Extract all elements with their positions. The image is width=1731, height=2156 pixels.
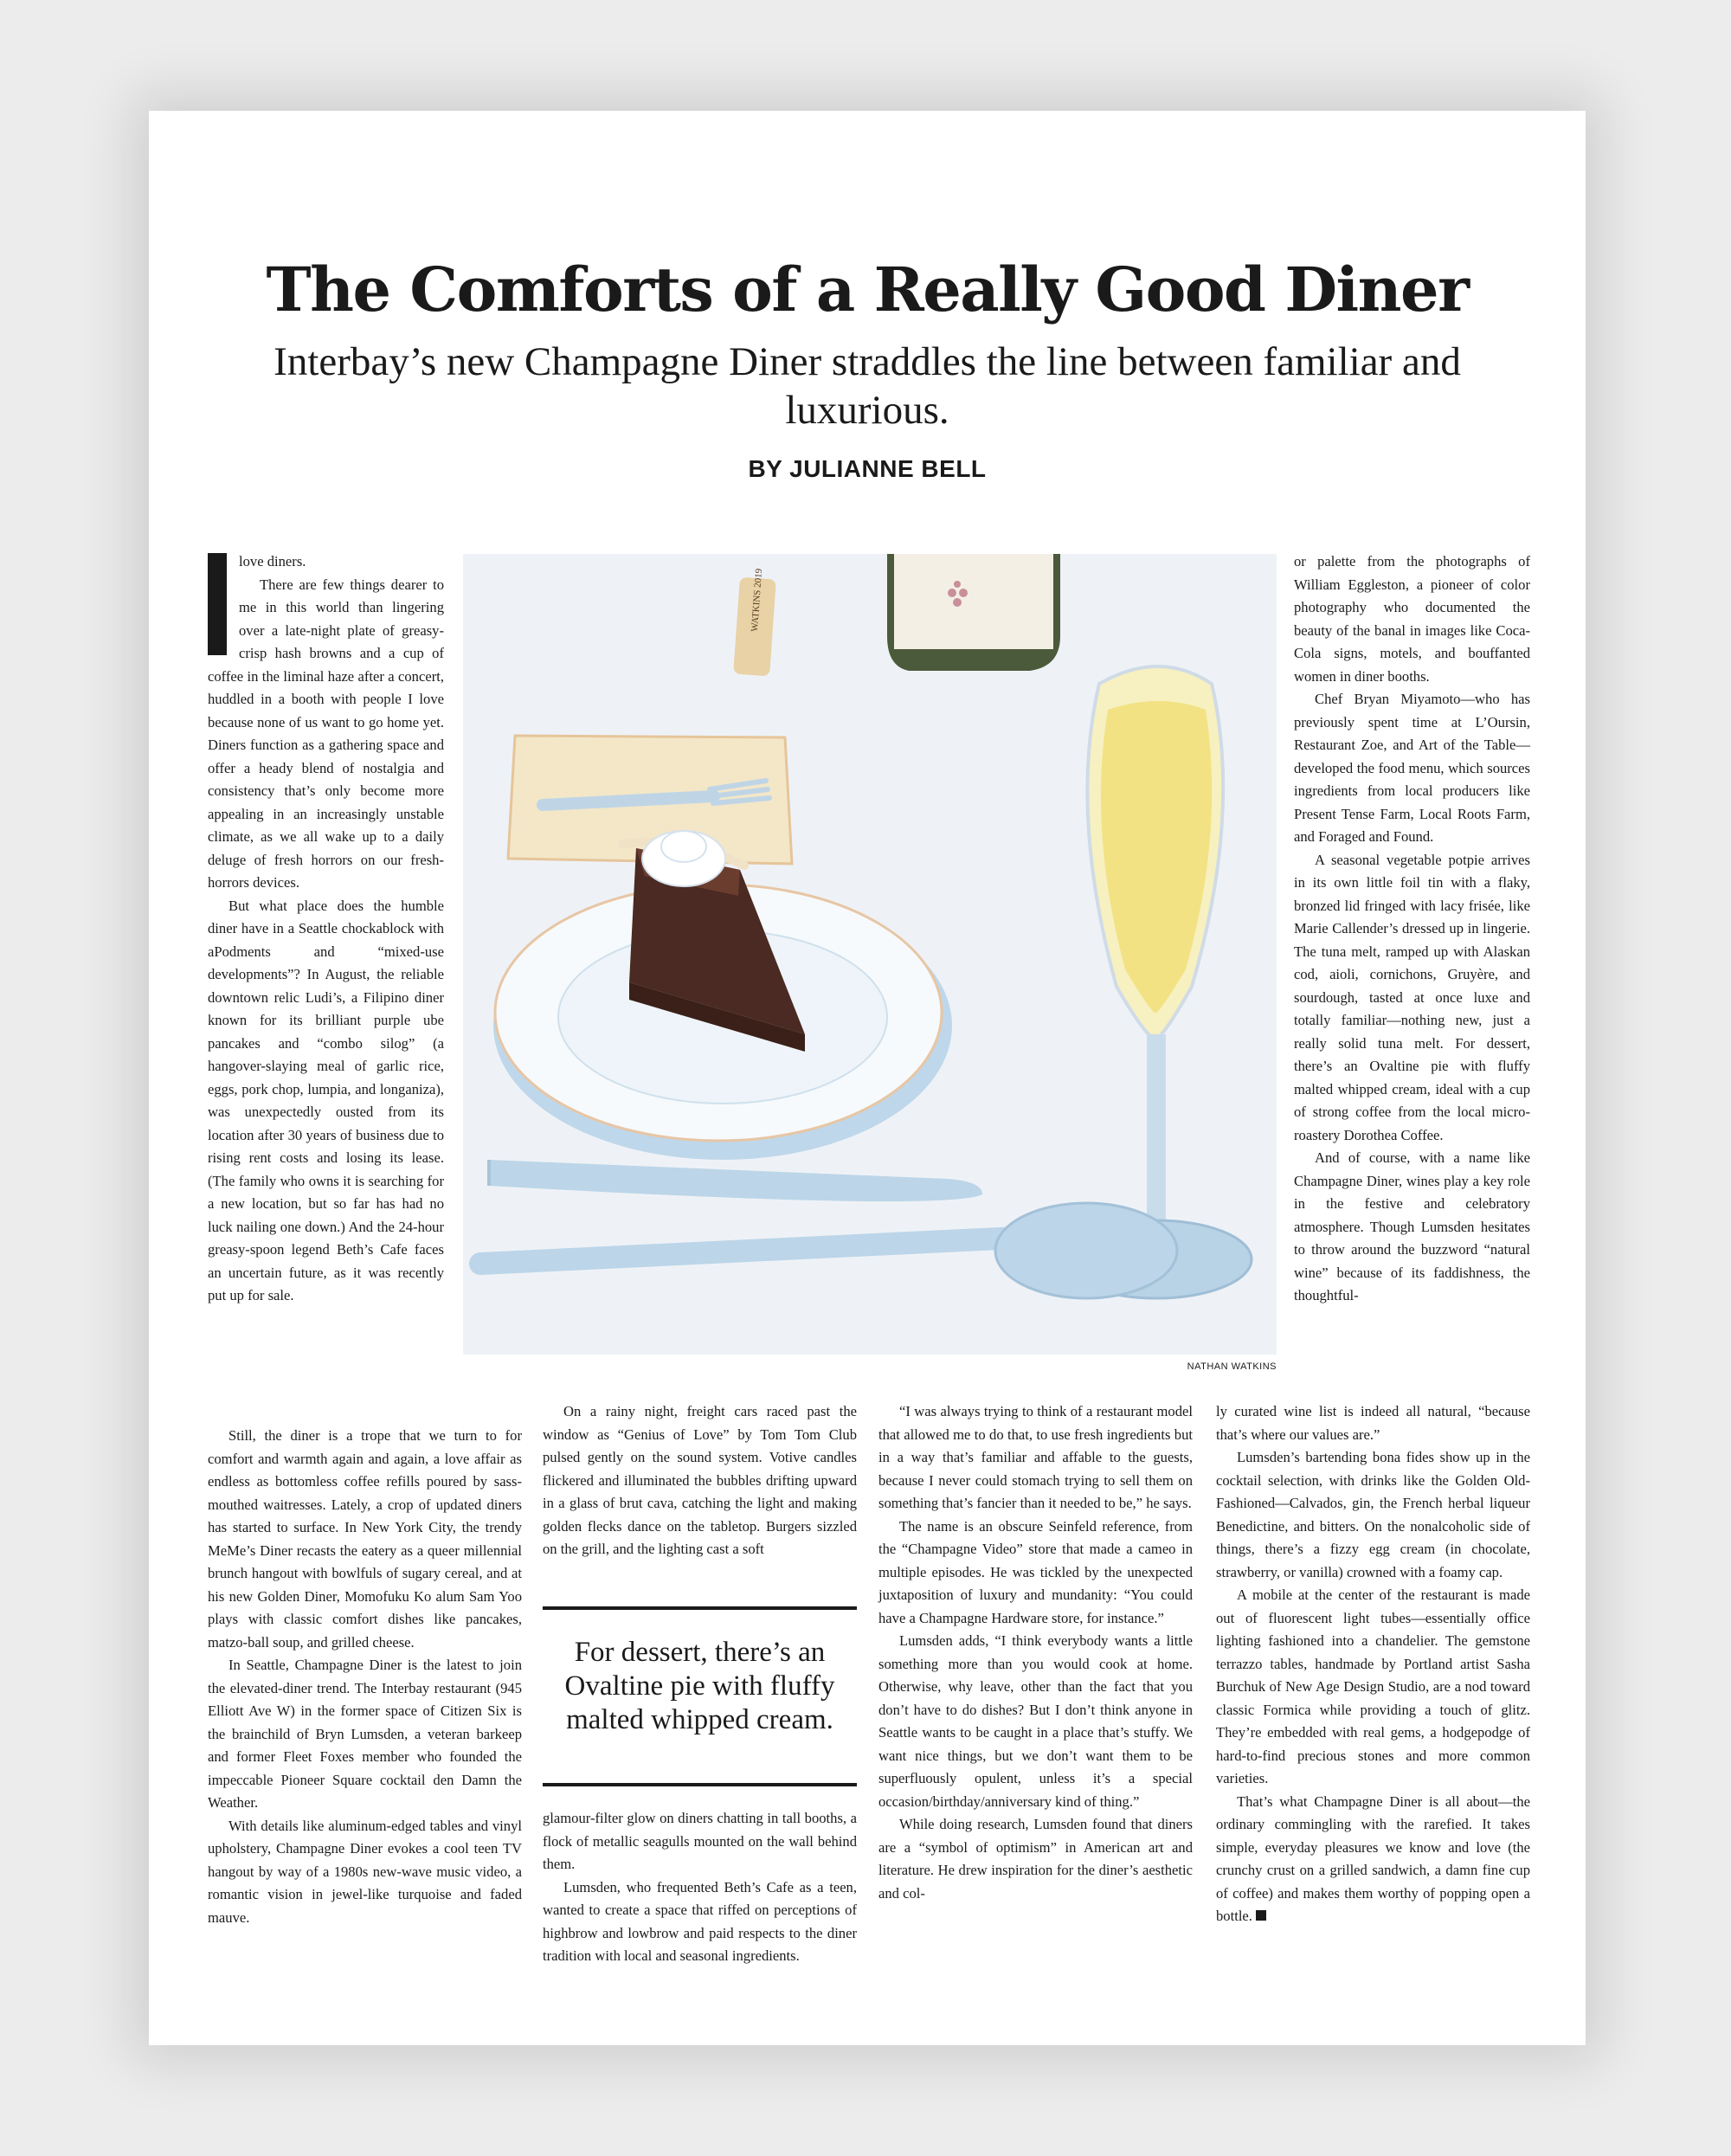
column-3 <box>878 1400 1193 1905</box>
cork <box>733 568 776 676</box>
wine-bottle <box>887 554 1060 671</box>
pull-quote: For dessert, there’s an Ovaltine pie with fluffy malted whipped cream. <box>564 1637 835 1735</box>
illustration-diner-table <box>463 554 1277 1355</box>
paragraph-final-text: That’s what Champagne Diner is all about—the ordinary commingling with the rarefied. It takes simple, everyday pleasures we know and love (the crunchy crust on a grilled sandwich, a damn fine cup of coffee) and makes them worthy of popping open a bottle. <box>1216 1792 1530 1924</box>
dek-subtitle: Interbay’s new Champagne Diner straddles the line between familiar and luxurious. <box>273 339 1461 433</box>
column-2-top <box>543 1400 857 1561</box>
paragraph: A mobile at the center of the restaurant is made out of fluorescent light tubes—essentially office lighting fashioned into a chandelier. The gemstone terrazzo tables, handmade by Portland artist Sasha Burchuk of New Age Design Studio, are a nod toward classic Formica while providing a touch of glitz. They’re embedded with real gems, a hodgepodge of hard-to-find precious stones and more common varieties. <box>1216 1586 1530 1786</box>
paragraph: There are few things dearer to me in this world than lingering over a late-night plate of greasy-crisp hash browns and a cup of coffee in the liminal haze after a concert, huddled in a booth with people I love because none of us want to go home yet. Diners function as a gathering space and offer a heady blend of nostalgia and consistency that’s only become more appealing in an increasingly unstable climate, as we all wake up to a daily deluge of fresh horrors on our fresh-horrors devices. <box>208 576 444 891</box>
paragraph: A seasonal vegetable potpie arrives in its own little foil tin with a flaky, bronzed lid fringed with lacy frisée, like Marie Callender’s dressed up in lingerie. The tuna melt, ramped up with Alaskan cod, aioli, cornichons, Gruyère, and sourdough, tasted at once luxe and totally familiar—nothing new, just a really solid tuna melt. For dessert, there’s an Ovaltine pie with fluffy malted whipped cream, ideal with a cup of strong coffee from the local micro-roastery Dorothea Coffee. <box>1294 851 1530 1143</box>
cork-label: WATKINS 2019 <box>750 568 765 633</box>
end-mark <box>1256 1910 1266 1921</box>
paragraph: And of course, with a name like Champagne Diner, wines play a key role in the festive and celebratory atmosphere. Though Lumsden hesitates to throw around the buzzword “natural wine” because of its faddishness, the thoughtful- <box>1294 1149 1530 1303</box>
column-2-bottom <box>543 1807 857 1968</box>
paragraph: Still, the diner is a trope that we turn to for comfort and warmth again and again, a love affair as endless as bottomless coffee refills poured by sass-mouthed waitresses. Lately, a crop of updated diners has started to surface. In New York City, the trendy MeMe’s Diner recasts the eatery as a queer millennial brunch hangout with bowlfuls of sugary cereal, and at his new Golden Diner, Momofuku Ko alum Sam Yoo plays with classic comfort dishes like pancakes, matzo-ball soup, and grilled cheese. <box>208 1427 522 1651</box>
paragraph: or palette from the photographs of William Eggleston, a pioneer of color photography who documented the beauty of the banal in images like Coca-Cola signs, motels, and bouffanted women in diner booths. <box>1294 553 1530 685</box>
paragraph: love diners. <box>239 553 306 570</box>
paragraph: On a rainy night, freight cars raced past the window as “Genius of Love” by Tom Tom Club pulsed gently on the sound system. Votive candles flickered and illuminated the bubbles drifting upward in a glass of brut cava, catching the light and making golden flecks dance on the tabletop. Burgers sizzled on the grill, and the lighting cast a soft <box>543 1403 857 1557</box>
column-4-bottom <box>1216 1400 1530 1928</box>
drop-cap <box>208 553 227 655</box>
column-4-top <box>1294 550 1530 1308</box>
byline: BY JULIANNE BELL <box>748 455 987 482</box>
paragraph: In Seattle, Champagne Diner is the latest to join the elevated-diner trend. The Interbay restaurant (945 Elliott Ave W) in the former space of Citizen Six is the brainchild of Bryn Lumsden, a veteran barkeep and former Fleet Foxes member who founded the impeccable Pioneer Square cocktail den Damn the Weather. <box>208 1657 522 1811</box>
column-1-top <box>208 550 444 1308</box>
paragraph: The name is an obscure Seinfeld reference, from the “Champagne Video” store that made a cameo in multiple episodes. He was tickled by the unexpected juxtaposition of luxury and mundanity: “You could have a Champagne Hardware store, for instance.” <box>878 1517 1193 1626</box>
paragraph: ly curated wine list is indeed all natural, “because that’s where our values are.” <box>1216 1403 1530 1443</box>
magazine-page <box>149 111 1586 2045</box>
illustration-credit: NATHAN WATKINS <box>1187 1361 1277 1372</box>
paragraph: Lumsden adds, “I think everybody wants a little something more than you would cook at home. Otherwise, why leave, other than the fact that you don’t have to do dishes? But I don’t think anyone in Seattle wants to be caught in a place that’s stuffy. We want nice things, but we don’t want them to be superfluously opulent, unless it’s a special occasion/birthday/anniversary kind of thing.” <box>878 1632 1193 1810</box>
paragraph: Lumsden, who frequented Beth’s Cafe as a teen, wanted to create a space that riffed on perceptions of highbrow and lowbrow and paid respects to the diner tradition with local and seasonal ingredients. <box>543 1878 857 1964</box>
paragraph: Lumsden’s bartending bona fides show up in the cocktail selection, with drinks like the Golden Old-Fashioned—Calvados, gin, the French herbal liqueur Benedictine, and bitters. On the nonalcoholic side of things, there’s a fizzy egg cream (in chocolate, strawberry, or vanilla) crowned with a foamy cap. <box>1216 1449 1530 1580</box>
paragraph-final <box>1216 1791 1530 1928</box>
paragraph: While doing research, Lumsden found that diners are a “symbol of optimism” in American art and literature. He drew inspiration for the diner’s aesthetic and col- <box>878 1816 1193 1902</box>
paragraph: “I was always trying to think of a restaurant model that allowed me to do that, to use fresh ingredients but in a way that’s familiar and affable to the guests, because I never could stomach trying to sell them on something that’s fancier than it needed to be,” he says. <box>878 1403 1193 1511</box>
paragraph: Chef Bryan Miyamoto—who has previously spent time at L’Oursin, Restaurant Zoe, and Art of the Table—developed the food menu, which sources ingredients from local producers like Present Tense Farm, Local Roots Farm, and Foraged and Found. <box>1294 691 1530 845</box>
paragraph: But what place does the humble diner have in a Seattle chockablock with aPodments and “mixed-use developments”? In August, the reliable downtown relic Ludi’s, a Filipino diner known for its brilliant purple ube pancakes and “combo silog” (a hangover-slaying meal of garlic rice, eggs, pork chop, lumpia, and longaniza), was unexpectedly ousted from its location after 30 years of business due to rising rent costs and losing its lease. (The family who owns it is searching for a new location, but so far has had no luck nailing one down.) And the 24-hour greasy-spoon legend Beth’s Cafe faces an uncertain future, as it was recently put up for sale. <box>208 897 444 1303</box>
paragraph: glamour-filter glow on diners chatting in tall booths, a flock of metallic seagulls mounted on the wall behind them. <box>543 1810 857 1872</box>
headline: The Comforts of a Really Good Diner <box>266 254 1469 325</box>
paragraph: With details like aluminum-edged tables and vinyl upholstery, Champagne Diner evokes a cool teen TV hangout by way of a 1980s new-wave music video, a romantic vision in jewel-like turquoise and faded mauve. <box>208 1817 522 1926</box>
column-1-bottom <box>208 1425 522 1929</box>
